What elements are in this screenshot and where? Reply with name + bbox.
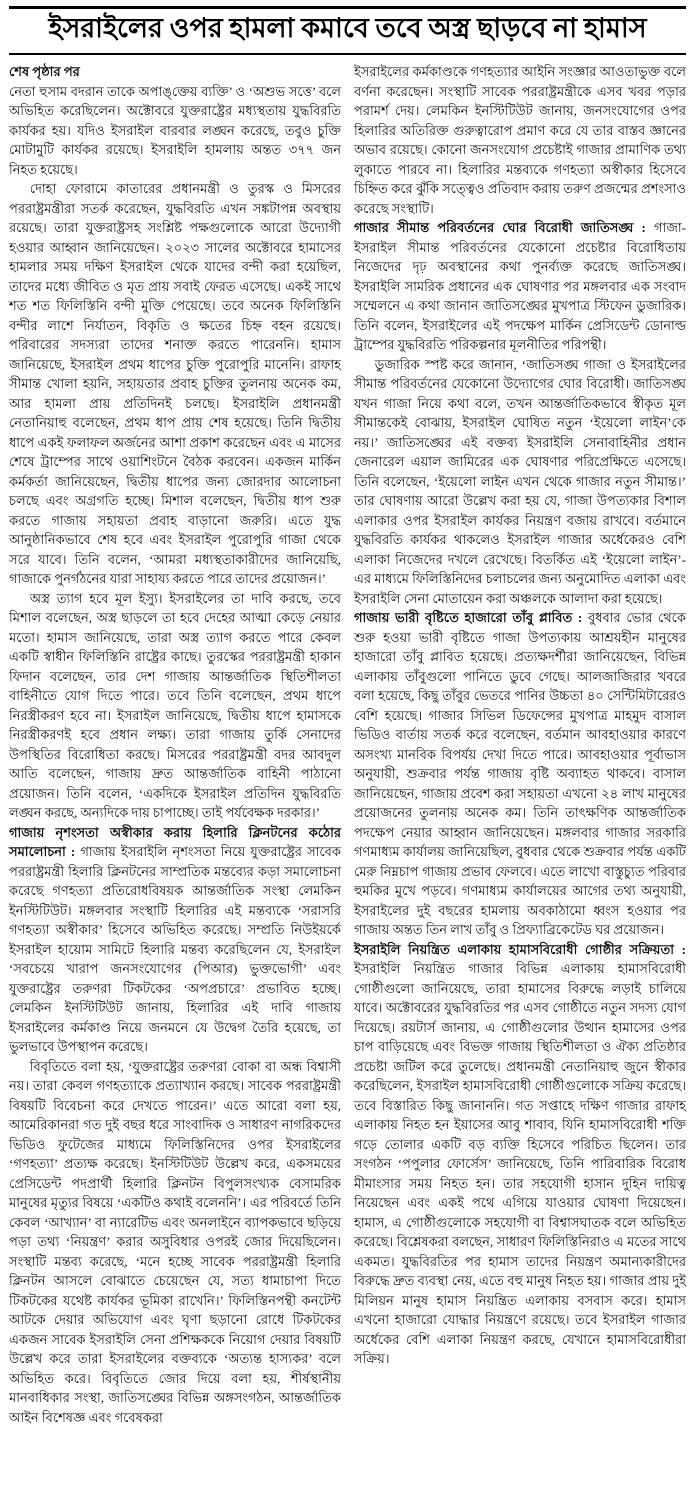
column-left [9,62,341,1427]
paragraph [9,823,341,1057]
run-in-subhead: গাজার সীমান্ত পরিবর্তনের ঘোর বিরোধী জাতিসঙ্ঘ : [354,220,646,236]
paragraph [354,218,686,355]
paragraph [354,940,686,1369]
paragraph [9,589,341,823]
paragraph-text: অস্ত্র ত্যাগ হবে মূল ইস্যু। ইসরাইলের তা দাবি করছে, তবে মিশাল বলেছেন, অস্ত্র ছাড়লে তা হবে দেহের আত্মা কেড়ে নেয়ার মতো। হামাস জানিয়েছে, তারা অস্ত্র ত্যাগ করতে পারে কেবল একটি স্বাধীন ফিলিস্তিনি রাষ্ট্রের কাছে। তুরস্কের পররাষ্ট্রমন্ত্রী হাকান ফিদান বলেছেন, তার দেশ গাজায় আন্তর্জাতিক স্থিতিশীলতা বাহিনীতে যোগ দিতে পারে। তবে তিনি বলেছেন, প্রথম ধাপে নিরস্ত্রীকরণ হবে না। ইসরাইল জানিয়েছে, দ্বিতীয় ধাপে হামাসকে নিরস্ত্রীকরণই হবে প্রধান লক্ষ্য। তারা গাজায় তুর্কি সেনাদের উপস্থিতির বিরোধিতা করছে। মিসরের পররাষ্ট্রমন্ত্রী বদর আবদুল আতি বলেছেন, গাজায় দ্রুত আন্তর্জাতিক বাহিনী পাঠানো প্রয়োজন। তিনি বলেন, ‘একদিকে ইসরাইল প্রতিদিন যুদ্ধবিরতি লঙ্ঘন করছে, অন্যদিকে দায় চাপাচ্ছে। তাই পর্যবেক্ষক দরকার।’ [9,590,341,821]
paragraph [354,608,686,940]
article-body [9,55,686,1427]
paragraph [9,179,341,589]
continued-from-label: শেষ পৃষ্ঠার পর [9,64,80,80]
paragraph-text: ইসরাইলি নিয়ন্ত্রিত গাজার বিভিন্ন এলাকায় হামাসবিরোধী গোষ্ঠীগুলো জানিয়েছে, তারা হামাসের বিরুদ্ধে লড়াই চালিয়ে যাবে। অক্টোবরের যুদ্ধবিরতির পর এসব গোষ্ঠীতে নতুন সদস্য যোগ দিয়েছে। রয়টার্স জানায়, এ গোষ্ঠীগুলোর উত্থান হামাসের ওপর চাপ বাড়িয়েছে এবং বিভক্ত গাজায় স্থিতিশীলতা ও ঐক্য প্রতিষ্ঠার প্রচেষ্টা জটিল করে তুলেছে। প্রধানমন্ত্রী নেতানিয়াহু জুনে স্বীকার করেছিলেন, ইসরাইল হামাসবিরোধী গোষ্ঠীগুলোকে সক্রিয় করেছে। তবে বিস্তারিত কিছু জানাননি। গত সপ্তাহে দক্ষিণ গাজার রাফাহ এলাকায় নিহত হন ইয়াসের আবু শাবাব, যিনি হামাসবিরোধী শক্তি গড়ে তোলার একটি বড় ব্যক্তি হিসেবে পরিচিত ছিলেন। তার সংগঠন ‘পপুলার ফোর্সেস’ জানিয়েছে, তিনি পারিবারিক বিরোধ মীমাংসার সময় নিহত হন। তার সহযোগী হাসান দুহিন দায়িত্ব নিয়েছেন এবং একই পথে এগিয়ে যাওয়ার ঘোষণা দিয়েছেন। হামাস, এ গোষ্ঠীগুলোকে সহযোগী বা বিশ্বাসঘাতক বলে অভিহিত করেছে। বিশ্লেষকরা বলছেন, সাধারণ ফিলিস্তিনিরাও এ মতের সাথে একমত। যুদ্ধবিরতির পর হামাস তাদের নিয়ন্ত্রণ অমান্যকারীদের বিরুদ্ধে দ্রুত ব্যবস্থা নেয়, এতে বহু মানুষ নিহত হয়। গাজার প্রায় দুই মিলিয়ন মানুষ হামাস নিয়ন্ত্রিত এলাকায় বসবাস করে। হামাস এখনো হাজারো যোদ্ধার নিয়ন্ত্রণে রয়েছে। তবে ইসরাইল গাজার অর্ধেকের বেশি এলাকা নিয়ন্ত্রণ করছে, যেখানে হামাসবিরোধীরা সক্রিয়। [354,961,686,1367]
paragraph-text: দোহা ফোরামে কাতারের প্রধানমন্ত্রী ও তুরস্ক ও মিসরের পররাষ্ট্রমন্ত্রীরা সতর্ক করেছেন, যুদ্ধবিরতি এখন সঙ্কটাপন্ন অবস্থায় রয়েছে। তারা যুক্তরাষ্ট্রসহ সংশ্লিষ্ট পক্ষগুলোকে আরো উদ্যোগী হওয়ার আহ্বান জানিয়েছেন। ২০২৩ সালের অক্টোবরে হামাসের হামলার সময় দক্ষিণ ইসরাইল থেকে যাদের বন্দী করা হয়েছিল, তাদের মধ্যে জীবিত ও মৃত প্রায় সবাই ফেরত এসেছে। একই সাথে শত শত ফিলিস্তিনি বন্দী মুক্তি পেয়েছে। তবে অনেক ফিলিস্তিনি বন্দীর লাশে নির্যাতন, বিকৃতি ও ক্ষতের চিহ্ন বহন রয়েছে। পরিবারের সদস্যরা তাদের শনাক্ত করতে পারেননি। হামাস জানিয়েছে, ইসরাইল প্রথম ধাপের চুক্তি পুরোপুরি মানেনি। রাফাহ সীমান্ত খোলা হয়নি, সহায়তার প্রবাহ চুক্তির তুলনায় অনেক কম, আর হামলা প্রায় প্রতিদিনই চলছে। ইসরাইলি প্রধানমন্ত্রী নেতানিয়াহু বলেছেন, প্রথম ধাপ প্রায় শেষ হয়েছে। তিনি দ্বিতীয় ধাপে একই ফলাফল অর্জনের আশা প্রকাশ করেছেন এবং এ মাসের শেষে ট্রাম্পের সাথে ওয়াশিংটনে বৈঠক করবেন। একজন মার্কিন কর্মকর্তা জানিয়েছেন, দ্বিতীয় ধাপের জন্য জোরদার আলোচনা চলছে এবং অগ্রগতি হচ্ছে। মিশাল বলেছেন, দ্বিতীয় ধাপ শুরু করতে গাজায় সহায়তা প্রবাহ বাড়ানো জরুরি। এতে যুদ্ধ আনুষ্ঠানিকভাবে শেষ হবে এবং ইসরাইল পুরোপুরি গাজা থেকে সরে যাবে। তিনি বলেন, ‘আমরা মধ্যস্থতাকারীদের জানিয়েছি, গাজাকে পুনর্গঠনের যারা সাহায্য করতে পারে তাদের প্রয়োজন।’ [9,181,341,587]
paragraph [354,62,686,218]
paragraph-text: বুধবার ভোর থেকে শুরু হওয়া ভারী বৃষ্টিতে গাজা উপত্যকায় আশ্রয়হীন মানুষের হাজারো তাঁবু প্লাবিত হয়েছে। প্রত্যক্ষদর্শীরা জানিয়েছেন, বিভিন্ন এলাকায় তাঁবুগুলো পানিতে ডুবে গেছে। আলজাজিরার খবরে বলা হয়েছে, কিছু তাঁবুর ভেতরে পানির উচ্চতা ৪০ সেন্টিমিটারেরও বেশি হয়েছে। গাজার সিভিল ডিফেন্সের মুখপাত্র মাহমুদ বাসাল ভিডিও বার্তায় সতর্ক করে বলেছেন, বর্তমান আবহাওয়ার কারণে অসংখ্য মানবিক বিপর্যয় দেখা দিতে পারে। আবহাওয়ার পূর্বাভাস অনুযায়ী, শুক্রবার পর্যন্ত গাজায় বৃষ্টি অব্যাহত থাকবে। বাসাল জানিয়েছেন, গাজায় প্রবেশ করা সহায়তা এখনো ২৪ লাখ মানুষের প্রয়োজনের তুলনায় অনেক কম। তিনি তাৎক্ষণিক আন্তর্জাতিক পদক্ষেপ নেয়ার আহ্বান জানিয়েছেন। মঙ্গলবার গাজার সরকারি গণমাধ্যম কার্যালয় জানিয়েছিল, বুধবার থেকে শুক্রবার পর্যন্ত একটি মেরু নিম্নচাপ গাজায় প্রভাব ফেলবে। এতে লাখো বাস্তুচ্যুত পরিবার হুমকির মুখে পড়বে। গণমাধ্যম কার্যালয়ের আগের তথ্য অনুযায়ী, ইসরাইলের দুই বছরের হামলায় অবকাঠামো ধ্বংস হওয়ার পর গাজায় অন্তত তিন লাখ তাঁবু ও প্রিফ্যাব্রিকেটেড ঘর প্রয়োজন। [354,610,686,938]
paragraph-text: গাজায় ইসরাইলি নৃশংসতা নিয়ে যুক্তরাষ্ট্রের সাবেক পররাষ্ট্রমন্ত্রী হিলারি ক্লিনটনের সাম্প্রতিক মন্তব্যের কড়া সমালোচনা করেছে গণহত্যা প্রতিরোধবিষয়ক আন্তর্জাতিক সংস্থা লেমকিন ইনস্টিটিউট। মঙ্গলবার সংস্থাটি হিলারির এই মন্তব্যকে ‘সরাসরি গণহত্যা অস্বীকার’ হিসেবে অভিহিত করেছে। সম্প্রতি নিউইয়র্কে ইসরাইল হায়োম সামিটে হিলারি মন্তব্য করেছিলেন যে, ইসরাইল ‘সবচেয়ে খারাপ জনসংযোগের (পিআর) ভুক্তভোগী’ এবং যুক্তরাষ্ট্রের তরুণরা টিকটকের ‘অপপ্রচারে’ প্রভাবিত হচ্ছে। লেমকিন ইনস্টিটিউট জানায়, হিলারির এই দাবি গাজায় ইসরাইলের কর্মকাণ্ড নিয়ে জনমনে যে উদ্বেগ তৈরি হয়েছে, তা ভুলভাবে উপস্থাপন করেছে। [9,844,341,1055]
article-header [9,6,686,55]
paragraph [9,82,341,180]
article-headline: ইসরাইলের ওপর হামলা কমাবে তবে অস্ত্র ছাড়বে না হামাস [48,13,647,43]
paragraph-text: ইসরাইলের কর্মকাণ্ডকে গণহত্যার আইনি সংজ্ঞার আওতাভুক্ত বলে বর্ণনা করেছেন। সংস্থাটি সাবেক পররাষ্ট্রমন্ত্রীকে এসব খবর পড়ার পরামর্শ দেয়। লেমকিন ইনস্টিটিউট জানায়, জনসংযোগের ওপর হিলারির অতিরিক্ত গুরুত্বারোপ প্রমাণ করে যে তার বাস্তব জ্ঞানের অভাব রয়েছে। কোনো জনসংযোগ প্রচেষ্টাই গাজার প্রামাণিক তথ্য লুকাতে পারবে না। হিলারির মন্তব্যকে গণহত্যা অস্বীকার হিসেবে চিহ্নিত করে ঝুঁকি সত্ত্বেও প্রতিবাদ করায় তরুণ প্রজন্মের প্রশংসাও করেছে সংস্থাটি। [354,64,686,216]
run-in-subhead: গাজায় নৃশংসতা অস্বীকার করায় হিলারি ক্লিনটনের কঠোর সমালোচনা : [9,824,341,860]
paragraph-text: গাজা-ইসরাইল সীমান্ত পরিবর্তনের যেকোনো প্রচেষ্টার বিরোধিতায় নিজেদের দৃঢ় অবস্থানের কথা পুনর্ব্যক্ত করেছে জাতিসঙ্ঘ। ইসরাইলি সামরিক প্রধানের এক ঘোষণার পর মঙ্গলবার এক সংবাদ সম্মেলনে এ কথা জানান জাতিসঙ্ঘের মুখপাত্র স্টিফেন ডুজারিক। তিনি বলেন, ইসরাইলের এই পদক্ষেপ মার্কিন প্রেসিডেন্ট ডোনাল্ড ট্রাম্পের যুদ্ধবিরতি পরিকল্পনার মূলনীতির পরিপন্থী। [354,220,686,353]
paragraph [354,355,686,609]
paragraph-text: ডুজারিক স্পষ্ট করে জানান, ‘জাতিসঙ্ঘ গাজা ও ইসরাইলের সীমান্ত পরিবর্তনের যেকোনো উদ্যোগের ঘোর বিরোধী। জাতিসঙ্ঘ যখন গাজা নিয়ে কথা বলে, তখন আন্তর্জাতিকভাবে স্বীকৃত মূল সীমান্তকেই বোঝায়, ইসরাইল ঘোষিত নতুন ‘ইয়েলো লাইন’কে নয়।’ জাতিসঙ্ঘের এই বক্তব্য ইসরাইলি সেনাবাহিনীর প্রধান জেনারেল এয়াল জামিরের এক ঘোষণার পরিপ্রেক্ষিতে এসেছে। তিনি বলেছেন, ‘ইয়েলো লাইন এখন থেকে গাজার নতুন সীমান্ত।’ তার ঘোষণায় আরো উল্লেখ করা হয় যে, গাজা উপত্যকার বিশাল এলাকার ওপর ইসরাইল কার্যকর নিয়ন্ত্রণ বজায় রাখবে। বর্তমানে যুদ্ধবিরতি কার্যকর থাকলেও ইসরাইল গাজার অর্ধেকেরও বেশি এলাকা নিজেদের দখলে রেখেছে। বিতর্কিত এই ‘ইয়েলো লাইন’-এর মাধ্যমে ফিলিস্তিনিদের চলাচলের জন্য অনুমোদিত এলাকা এবং ইসরাইলি সেনা মোতায়েন করা অঞ্চলকে আলাদা করা হয়েছে। [354,356,686,606]
column-right [354,62,686,1427]
run-in-subhead: ইসরাইলি নিয়ন্ত্রিত এলাকায় হামাসবিরোধী গোষ্ঠীর সক্রিয়তা : [354,941,686,957]
paragraph [9,1057,341,1428]
paragraph-text: বিবৃতিতে বলা হয়, ‘যুক্তরাষ্ট্রের তরুণরা বোকা বা অন্ধ বিশ্বাসী নয়। তারা কেবল গণহত্যাকে প্রত্যাখ্যান করছে। সাবেক পররাষ্ট্রমন্ত্রী বিষয়টি বিবেচনা করে দেখতে পারেন।’ এতে আরো বলা হয়, আমেরিকানরা গত দুই বছর ধরে সাংবাদিক ও সাধারণ নাগরিকদের ভিডিও ফুটেজের মাধ্যমে ফিলিস্তিনিদের ওপর ইসরাইলের ‘গণহত্যা’ প্রত্যক্ষ করেছে। ইনস্টিটিউট উল্লেখ করে, একসময়ের প্রেসিডেন্ট পদপ্রার্থী হিলারি ক্লিনটন বিপুলসংখ্যক বেসামরিক মানুষের মৃত্যুর বিষয়ে ‘একটিও কথাই বলেননি’। এর পরিবর্তে তিনি কেবল ‘আখ্যান’ বা ন্যারেটিভ এবং অনলাইনে ব্যাপকভাবে ছড়িয়ে পড়া তথ্য ‘নিয়ন্ত্রণ’ করার অসুবিধার ওপরই জোর দিয়েছিলেন। সংস্থাটি মন্তব্য করেছে, ‘মনে হচ্ছে সাবেক পররাষ্ট্রমন্ত্রী হিলারি ক্লিনটন আসলে বোঝাতে চেয়েছেন যে, সত্য ধামাচাপা দিতে টিকটকের যথেষ্ট কার্যকর ভূমিকা রাখেনি।’ ফিলিস্তিনপন্থী কনটেন্ট আটকে দেয়ার অভিযোগ এবং ঘৃণা ছড়ানো রোধে টিকটকের একজন সাবেক ইসরাইলি সেনা প্রশিক্ষককে নিয়োগ দেয়ার বিষয়টি উল্লেখ করে তারা ইসরাইলের বক্তব্যকে ‘অত্যন্ত হাস্যকর’ বলে অভিহিত করে। বিবৃতিতে জোর দিয়ে বলা হয়, শীর্ষস্থানীয় মানবাধিকার সংস্থা, জাতিসঙ্ঘের বিভিন্ন অঙ্গসংগঠন, আন্তর্জাতিক আইন বিশেষজ্ঞ এবং গবেষকরা [9,1058,342,1425]
paragraph-text: নেতা হুসাম বদরান তাকে অপাঙ্‌ক্তেয় ব্যক্তি’ ও ‘অশুভ সত্তে’ বলে অভিহিত করেছিলেন। অক্টোবরে যুক্তরাষ্ট্রের মধ্যস্থতায় যুদ্ধবিরতি কার্যকর হয়। যদিও ইসরাইল বারবার লঙ্ঘন করেছে, তবুও চুক্তি মোটামুটি কার্যকর রয়েছে। ইসরাইলি হামলায় অন্তত ৩৭৭ জন নিহত হয়েছে। [9,83,341,177]
run-in-subhead: গাজায় ভারী বৃষ্টিতে হাজারো তাঁবু প্লাবিত : [354,610,583,626]
